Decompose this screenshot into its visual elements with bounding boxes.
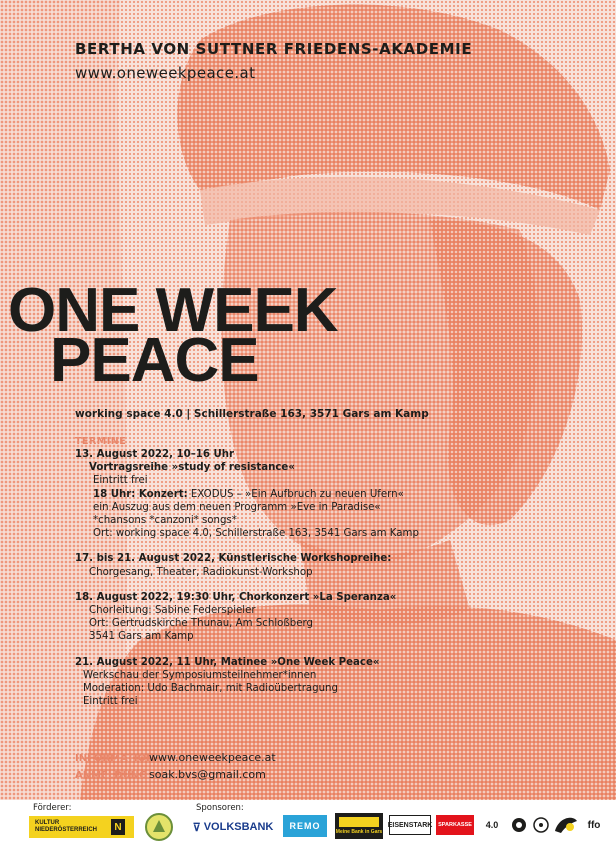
volksbank-mark-icon: ⊽	[192, 821, 201, 834]
event-line: Ort: Gertrudskirche Thunau, Am Schloßberg	[89, 618, 314, 630]
sparkasse-logo: SPARKASSE	[436, 815, 474, 835]
event-line: Werkschau der Symposiumsteilnehmer*innen	[83, 669, 317, 681]
termine-label: TERMINE	[75, 436, 127, 447]
contact-info	[75, 750, 276, 784]
anmeldung-email[interactable]: soak.bvs@gmail.com	[149, 768, 266, 781]
concert-prefix: 18 Uhr: Konzert:	[93, 488, 188, 500]
anmeldung-row	[75, 767, 276, 784]
event-line: *chansons *canzoni* songs*	[93, 515, 237, 527]
concert-title: EXODUS – »Ein Aufbruch zu neuen Ufern«	[187, 488, 404, 500]
event-title: 13. August 2022, 10–16 Uhr	[75, 449, 235, 460]
event-item	[75, 591, 419, 644]
program-list	[75, 448, 419, 720]
kultur-niederoesterreich-logo	[29, 816, 134, 838]
event-line: Vortragsreihe »study of resistance«	[89, 462, 295, 474]
volksbank-logo	[193, 818, 273, 836]
round-seal-icon	[511, 817, 527, 833]
event-line: Ort: working space 4.0, Schillerstraße 163, 3541 Gars am Kamp	[93, 528, 419, 540]
event-title: 17. bis 21. August 2022, Künstlerische Workshopreihe:	[75, 553, 392, 565]
working-space-logo: 4.0	[485, 820, 499, 830]
info-row	[75, 750, 276, 767]
event-line: Moderation: Udo Bachmair, mit Radioübertragung	[83, 683, 338, 695]
event-line: Chorleitung: Sabine Federspieler	[89, 605, 256, 617]
organization-name: BERTHA VON SUTTNER FRIEDENS-AKADEMIE	[75, 40, 473, 58]
kultur-logo-mark: N	[111, 819, 125, 835]
info-url[interactable]: www.oneweekpeace.at	[149, 751, 276, 764]
concert-line	[75, 488, 419, 501]
remo-logo: REMO	[283, 815, 327, 837]
event-item	[75, 552, 419, 578]
kultur-logo-text: KULTUR NIEDERÖSTERREICH	[35, 820, 98, 833]
headline-line-1: ONE WEEK	[8, 276, 338, 345]
ffo-logo: ffo	[587, 819, 601, 831]
wing-emblem-icon	[553, 813, 579, 837]
raiffeisen-logo	[335, 813, 383, 839]
footer-sponsors	[0, 800, 616, 862]
event-title: 21. August 2022, 11 Uhr, Matinee »One Week Peace«	[75, 656, 380, 668]
volksbank-text: VOLKSBANK	[203, 821, 274, 833]
event-line: Eintritt frei	[93, 475, 148, 487]
round-badge-icon	[533, 817, 549, 833]
venue-line: working space 4.0 | Schillerstraße 163, 3571 Gars am Kamp	[75, 408, 429, 420]
event-title: 18. August 2022, 19:30 Uhr, Chorkonzert »La Speranza«	[75, 591, 397, 603]
raiffeisen-mark-icon	[339, 817, 379, 827]
eisenstark-logo: EISENSTARK	[389, 815, 431, 835]
info-label: INFORMATION	[75, 753, 155, 764]
headline-line-2: PEACE	[50, 326, 259, 395]
sponsoren-label: Sponsoren:	[196, 803, 244, 813]
anmeldung-label: ANMELDUNG	[75, 770, 148, 781]
event-line: Chorgesang, Theater, Radiokunst-Workshop	[89, 566, 313, 578]
website-url[interactable]: www.oneweekpeace.at	[75, 64, 256, 82]
event-line: 3541 Gars am Kamp	[89, 631, 194, 643]
event-line: ein Auszug aus dem neuen Programm »Eve in Paradise«	[93, 501, 381, 513]
event-item	[75, 656, 419, 709]
event-item	[75, 448, 419, 540]
foerderer-label: Förderer:	[33, 803, 72, 813]
raiffeisen-text: Meine Bank in Gars	[335, 829, 383, 835]
event-line: Eintritt frei	[83, 696, 138, 708]
municipality-seal-logo	[144, 812, 174, 842]
